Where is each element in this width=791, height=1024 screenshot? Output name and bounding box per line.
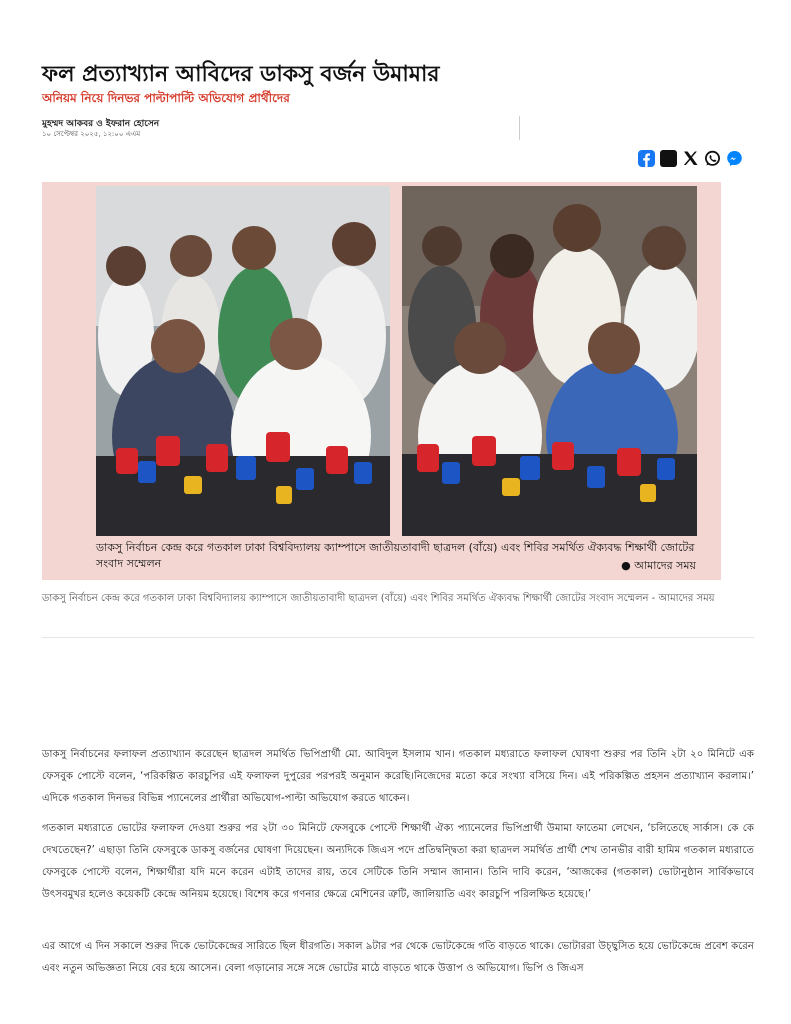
messenger-icon[interactable]	[726, 150, 743, 167]
facebook-icon[interactable]	[638, 150, 655, 167]
photo-embedded-caption-text: ডাকসু নির্বাচন কেন্দ্র করে গতকাল ঢাকা বিশ্ববিদ্যালয় ক্যাম্পাসে জাতীয়তাবাদী ছাত্রদল (বাঁয়ে) এবং শিবির সমর্থিত ঐক্যবদ্ধ শিক্ষার্থী জোটের সংবাদ সম্মেলন	[96, 541, 695, 570]
article-paragraph-3: এর আগে এ দিন সকালে শুরুর দিকে ভোটকেন্দ্রের সারিতে ছিল ধীরগতি। সকাল ৯টার পর থেকে ভোটকেন্দ্রে গতি বাড়তে থাকে। ভোটাররা উচ্ছ্বসিত হয়ে ভোটকেন্দ্রে প্রবেশ করেন এবং নতুন অভিজ্ঞতা নিয়ে বের হয়ে আসেন। বেলা গড়ানোর সঙ্গে সঙ্গে ভোটের মাঠে বাড়তে থাকে উত্তাপ ও অভিযোগ। ভিপি ও জিএস	[42, 941, 754, 974]
x-icon[interactable]	[660, 150, 677, 167]
article-photo	[42, 182, 721, 580]
twitter-x-icon[interactable]	[682, 150, 699, 167]
article-paragraph-1: ডাকসু নির্বাচনের ফলাফল প্রত্যাখ্যান করেছেন ছাত্রদল সমর্থিত ভিপিপ্রার্থী মো. আবিদুল ইসলাম খান। গতকাল মধ্যরাতে ফলাফল ঘোষণা শুরুর পর তিনি ২টা ২০ মিনিটে এক ফেসবুক পোস্টে বলেন, ‘পরিকল্পিত কারচুপির এই ফলাফল দুপুরের পরপরই অনুমান করেছি।নিজেদের মতো করে সংখ্যা বসিয়ে দিন। এই পরিকল্পিত প্রহসন প্রত্যাখ্যান করলাম।’ এদিকে গতকাল দিনভর বিভিন্ন প্যানেলের প্রার্থীরা অভিযোগ-পাল্টা অভিযোগ করতে থাকেন।	[42, 749, 754, 804]
press-conference-photo-right	[402, 186, 697, 536]
article-dateline: ১০ সেপ্টেম্বর ২০২৫, ১২:০০ এএম	[42, 130, 141, 138]
article-paragraph-2: গতকাল মধ্যরাতে ভোটের ফলাফল দেওয়া শুরুর পর ২টা ৩০ মিনিটে ফেসবুকে পোস্টে শিক্ষার্থী ঐক্য প্যানেলের ভিপিপ্রার্থী উমামা ফাতেমা লেখেন, ‘চলিতেছে সার্কাস। কে কে দেখতেছেন?’ এছাড়া তিনি ফেসবুকে ডাকসু বর্জনের ঘোষণা দিয়েছেন। অন্যদিকে জিএস পদে প্রতিদ্বন্দ্বিতা করা ছাত্রদল সমর্থিত প্রার্থী শেখ তানভীর বারী হামিম গতকাল মধ্যরাতে ফেসবুকে পোস্টে বলেন, শিক্ষার্থীরা যদি মনে করেন এটাই তাদের রায়, তবে সেটিকে তিনি সম্মান জানান। তিনি দাবি করেন, ‘আজকের (গতকাল) ভোটানুষ্ঠান সার্বিকভাবে উৎসবমুখর হলেও কয়েকটি কেন্দ্রে অনিয়ম হয়েছে। বিশেষ করে গণনার ক্ষেত্রে মেশিনের ত্রুটি, জালিয়াতি এবং কারচুপি পরিলক্ষিত হয়েছে।’	[42, 823, 754, 900]
photo-caption: ডাকসু নির্বাচন কেন্দ্র করে গতকাল ঢাকা বিশ্ববিদ্যালয় ক্যাম্পাসে জাতীয়তাবাদী ছাত্রদল (বাঁয়ে) এবং শিবির সমর্থিত ঐক্যবদ্ধ শিক্ষার্থী জোটের সংবাদ সম্মেলন - আমাদের সময়	[42, 593, 715, 604]
article-headline: ফল প্রত্যাখ্যান আবিদের ডাকসু বর্জন উমামার	[42, 61, 440, 87]
article-byline[interactable]: মুহম্মদ আকবর ও ইফরান হোসেন	[42, 119, 160, 129]
photo-embedded-caption	[96, 540, 696, 576]
photo-embedded-credit: ● আমাদের সময়	[621, 559, 696, 572]
caption-divider	[42, 637, 754, 638]
share-bar	[638, 150, 743, 167]
byline-divider	[519, 116, 520, 140]
press-conference-photo-left	[96, 186, 390, 536]
whatsapp-icon[interactable]	[704, 150, 721, 167]
article-subheadline: অনিয়ম নিয়ে দিনভর পাল্টাপাল্টি অভিযোগ প্রার্থীদের	[42, 91, 290, 105]
